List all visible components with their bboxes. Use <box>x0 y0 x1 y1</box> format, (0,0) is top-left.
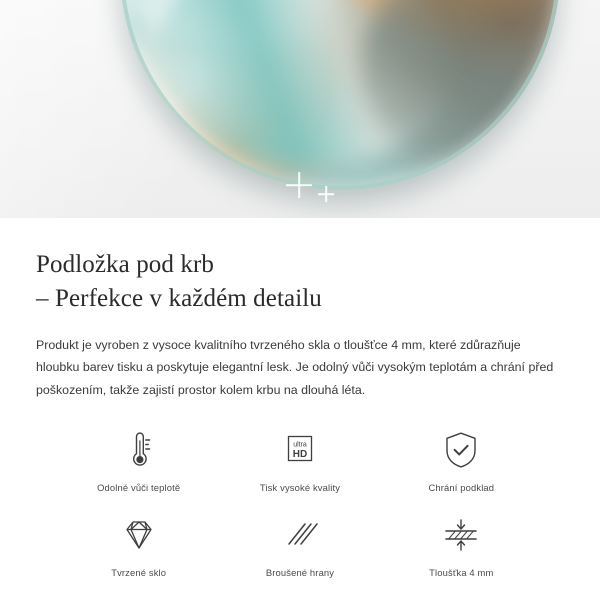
feature-label: Broušené hrany <box>265 567 335 579</box>
feature-label: Tisk vysoké kvality <box>259 482 341 494</box>
feature-grid <box>36 428 564 578</box>
headline-line-2: – Perfekce v každém detailu <box>36 284 322 312</box>
headline-line-1: Podložka pod krb <box>36 251 214 278</box>
feature-label: Chrání podklad <box>428 482 495 494</box>
thermometer-icon <box>122 428 156 472</box>
content-section <box>0 248 600 578</box>
glass-pad-product-image <box>120 0 560 190</box>
svg-text:ultra: ultra <box>293 441 307 449</box>
feature-item-polished-edges <box>219 513 380 578</box>
svg-text:HD: HD <box>292 449 308 461</box>
description-paragraph: Produkt je vyroben z vysoce kvalitního tvrzeného skla o tloušťce 4 mm, které zdůrazňuje hloubku barev tisku a poskytuje elegantní lesk. Je odolný vůči vysokým teplotám a chrání před poškozením, takže zajistí prostor kolem krbu na dlouhá léta. <box>36 337 554 398</box>
feature-item-tempered-glass <box>58 513 219 578</box>
feature-item-print-quality <box>219 428 380 493</box>
shield-check-icon <box>442 428 480 472</box>
diamond-icon <box>118 513 160 557</box>
feature-label: Tvrzené sklo <box>111 567 167 579</box>
feature-item-thickness <box>381 513 542 578</box>
polished-edges-icon <box>280 513 320 557</box>
page-title <box>36 248 564 316</box>
hero-image <box>0 0 600 218</box>
ultra-hd-icon <box>280 428 320 472</box>
feature-item-surface-protection <box>381 428 542 493</box>
thickness-icon <box>438 513 484 557</box>
feature-label: Tloušťka 4 mm <box>429 567 494 579</box>
feature-item-temperature <box>58 428 219 493</box>
feature-label: Odolné vůči teplotě <box>97 482 181 494</box>
